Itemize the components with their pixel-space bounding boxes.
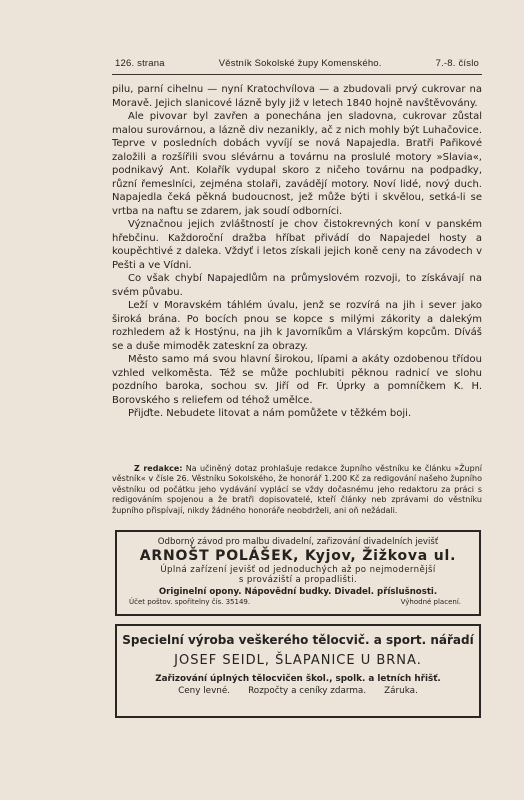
ad-company-name: JOSEF SEIDL, ŠLAPANICE U BRNA. — [174, 653, 422, 668]
ad-line: Úplná zařízení jevišť od jednoduchých až po nejmodernější s prováziští a propadlišti. — [160, 565, 436, 585]
ad-company-name: ARNOŠT POLÁŠEK, Kyjov, Žižkova ul. — [139, 548, 457, 564]
ad-estimates: Rozpočty a ceníky zdarma. — [248, 686, 367, 696]
paragraph: Význačnou jejich zvláštností je chov čistokrevných koní v panském hřebčinu. Každoroční dražba hříbat přivádí do Napajedel hosty a koupěchtivé z daleka. Vždyť i letos získali jejich koně ceny na závodech v Pešti a ve Vídni. — [112, 219, 482, 271]
editorial-note — [112, 464, 482, 516]
paragraph: Co však chybí Napajedlům na průmyslovém rozvoji, to získávají na svém půvabu. — [112, 273, 482, 298]
paragraph: Přijďte. Nebudete litovat a nám pomůžete v těžkém boji. — [128, 408, 412, 419]
ad-account: Účet poštov. spořitelny čís. 35149. — [129, 598, 251, 606]
paragraph: Město samo má svou hlavní širokou, lípami a akáty ozdobenou třídou vzhled velkoměsta. Též se může pochlubiti pěknou radnicí ve slohu pozdního baroka, sochou sv. Jiří od Fr. Úprky a pomníčkem K. H. Borovského s reliefem od téhož umělce. — [112, 354, 482, 406]
paragraph: Ale pivovar byl zavřen a ponechána jen sladovna, cukrovar zůstal malou surovárnou, a lázně div nezanikly, ač z nich mohly být Luhačovice. Teprve v posledních dobách vyvíjí se nová Napajedla. Bratři Pařikové založili a rozšířili svou slévárnu a továrnu na proslulé motory »Slavia«, podnikavý Ant. Kolařík vydupal skoro z ničeho továrnu na podpadky, různí řemeslníci, zejména stolaři, zavádějí motory. Noví lidé, nový duch. Napajedla čeká pěkná budoucnost, jež může býti i skvělou, setká-li se vrtba na naftu se zdarem, jak soudí odborníci. — [112, 111, 482, 217]
header-rule — [112, 74, 482, 75]
journal-title: Věstník Sokolské župy Komenského. — [218, 58, 382, 69]
ad-payment: Výhodné placení. — [400, 598, 461, 606]
ad-footer — [117, 598, 479, 606]
article-body — [112, 83, 482, 421]
ad-guarantee: Záruka. — [384, 686, 418, 696]
ad-line: Originelní opony. Nápovědní budky. Divadel. příslušnosti. — [158, 587, 438, 597]
ad-line: Zařizování úplných tělocvičen škol., spolk. a letních hřišť. — [155, 674, 441, 684]
issue-number: 7.-8. číslo — [435, 58, 479, 69]
paragraph: pilu, parní cihelnu — nyní Kratochvílova — a zbudovali prvý cukrovar na Moravě. Jejich slanicové lázně byly již v letech 1840 hojně navštěvovány. — [112, 84, 482, 109]
ad-line: Odborný závod pro malbu divadelní, zařizování divadelních jevišť — [157, 537, 439, 547]
ad-footer — [117, 686, 479, 696]
paragraph: Leží v Moravském táhlém úvalu, jenž se rozvírá na jih i sever jako široká brána. Po bocích pnou se kopce s milými zákority a dalekým rozhledem až k Hostýnu, na jih k Javorníkům a Vlárským kopcům. Díváš se a duše mimoděk zateskní za obrazy. — [112, 300, 482, 352]
note-label: Z redakce: — [134, 464, 183, 473]
running-header — [115, 58, 479, 69]
ad-line: Specielní výroba veškerého tělocvič. a sport. nářadí — [122, 633, 474, 647]
advertisement-polasek — [115, 530, 481, 616]
advertisement-seidl — [115, 624, 481, 718]
page-number: 126. strana — [115, 58, 165, 69]
ad-prices: Ceny levné. — [178, 686, 231, 696]
note-text: Na učiněný dotaz prohlašuje redakce župního věstníku ke článku »Župní věstník« v čísle 26. Věstníku Sokolského, že honorář 1.200 Kč za redigování našeho župního věstníku od počátku jeho vydávání vyplácí se vždy dočasnému jeho redaktoru za práci s redigováním spojenou a že bratři dopisovatelé, kteří články neb zprávami do věstníku župního přispívají, nikdy žádného honoráře neobdrželi, ani oň nežádali. — [112, 464, 482, 515]
